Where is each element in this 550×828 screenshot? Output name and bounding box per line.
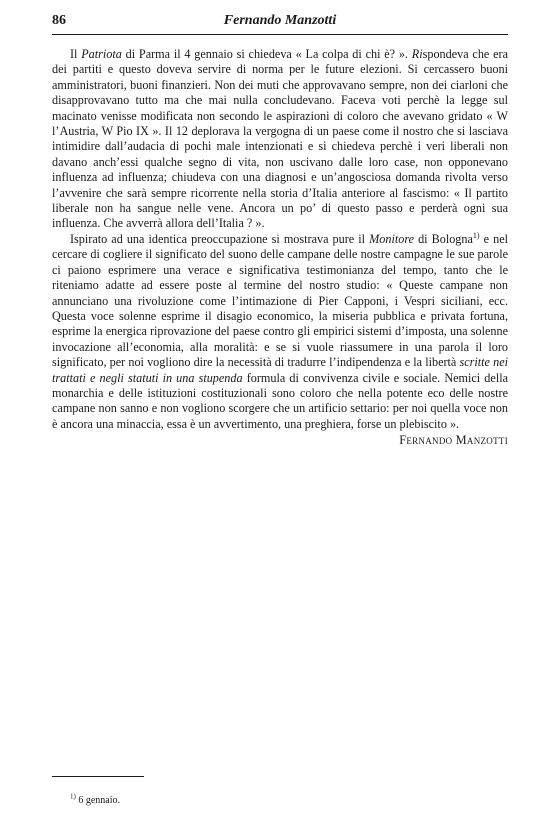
page-header bbox=[52, 10, 508, 32]
footnote-text: 6 gennaio. bbox=[75, 795, 120, 806]
page-number: 86 bbox=[52, 13, 66, 28]
text-run: Ispirato ad una identica preoccupazione si mostrava pure il bbox=[70, 231, 370, 246]
text-run: di Bologna bbox=[414, 231, 473, 246]
footnote-rule bbox=[52, 776, 144, 777]
text-run-italic: Ri bbox=[411, 47, 423, 61]
newspaper-title-monitore: Monitore bbox=[369, 231, 415, 246]
newspaper-title-patriota: Patriota bbox=[81, 47, 122, 61]
paragraph-1 bbox=[52, 47, 508, 232]
text-run: formula di convivenza civile e sociale. Nemici della monarchia e delle istituzioni costituzionali sono coloro che nella potente eco delle nostre campane non sanno e non vogliono scorgere che un artificio settario: per noi quella voce non è ancora una minaccia, essa è un avvertimento, una preghiera, forse un plebiscito ». bbox=[52, 370, 508, 431]
author-signature: Fernando Manzotti bbox=[399, 433, 508, 448]
header-rule bbox=[52, 34, 508, 35]
text-run: Il bbox=[70, 47, 82, 61]
text-run: di Parma il 4 gennaio si chiedeva « La colpa di chi è? ». bbox=[121, 47, 412, 61]
footnote-reference: 1) bbox=[472, 230, 480, 240]
paragraph-2 bbox=[52, 232, 508, 432]
running-head: Fernando Manzotti bbox=[223, 13, 337, 28]
body-text bbox=[52, 47, 508, 449]
text-run-italic: scritte nei trattati e negli statuti in una stupenda bbox=[52, 355, 508, 385]
text-run: e nel cercare di cogliere il significato del suono delle campane delle nostre campagne le sue parole ci paiono esprimere una verace e significativa testimonianza del tempo, tanto che le riteniamo adatte ad essere poste al termine del nostro studio: « Queste campane non annunciano una rivoluzione come l’intimazione di Pier Capponi, i Vespri siciliani, ecc. Questa voce solenne esprime il disagio economico, la miseria pubblica e privata fortuna, esprime la energica riprovazione del paese contro gli empirici sistemi d’imposta, una solenne invocazione all’economia, alla moralità: e se si vuole riassumere in una parola il loro significato, per noi vogliono dire la necessità di tradurre l’indipendenza e la libertà bbox=[52, 231, 508, 370]
footnote bbox=[70, 792, 120, 806]
footnote-marker: 1) bbox=[70, 792, 76, 801]
text-run: spondeva che era dei partiti e questo doveva servire di norma per le future elezioni. Si cercassero buoni amministratori, buoni finanzieri. Non dei muti che approvavano sempre, non dei ciarloni che disapprovavano tutto ma che mai nulla concludevano. Faceva voti perchè la legge sul macinato venisse modificata non secondo le aspirazioni di coloro che avevano gridato « W l’Austria, W Pio IX ». Il 12 deplorava la vergogna di un paese come il nostro che si lasciava intimidire dall’audacia di pochi male intenzionati e si chiedeva perchè i veri liberali non davano anch’essi qualche segno di vita, non uscivano dalle loro case, non opponevano influenza ad influenza; chiudeva con una diagnosi e un’angosciosa domanda rivolta verso l’avvenire che sarà sempre ricorrente nella storia d’Italia anteriore al fascismo: « Il partito liberale non ha sangue nelle vene. Ancora un po’ di questo passo e perderà ogni sua influenza. Che avverrà allora dell’Italia ? ». bbox=[52, 47, 508, 231]
